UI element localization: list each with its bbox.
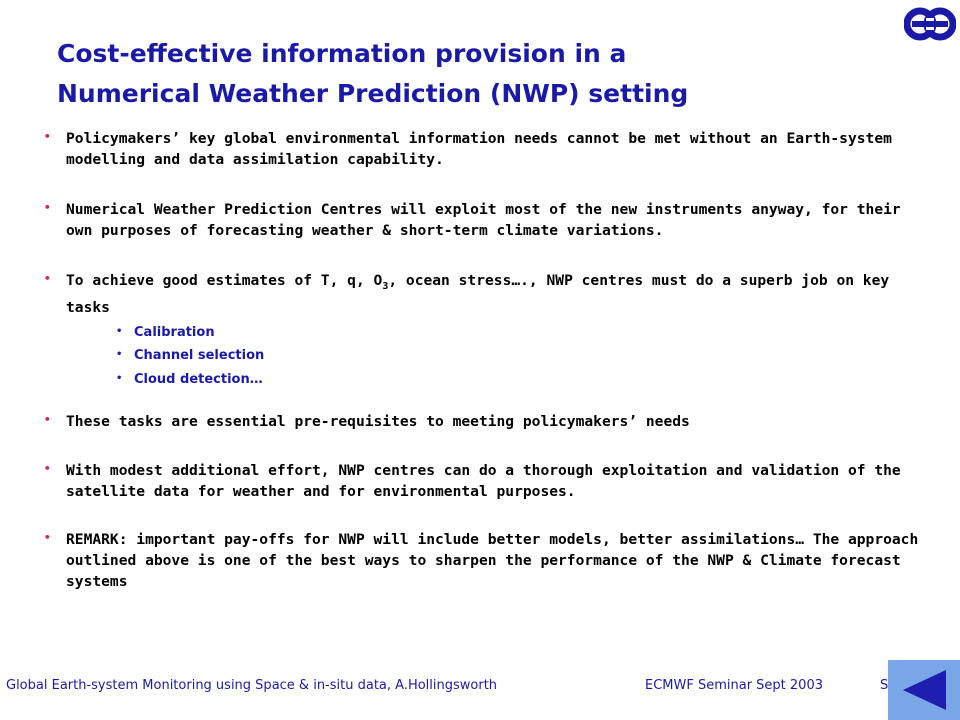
ozone-subscript: 3 (382, 280, 389, 292)
slide-title-line-2: Numerical Weather Prediction (NWP) setting (57, 79, 689, 108)
footer-slide-label: S (880, 678, 889, 693)
footer-seminar: ECMWF Seminar Sept 2003 (645, 678, 823, 693)
bullet-nwp-centres-exploit: • Numerical Weather Prediction Centres will exploit most of the new instruments anyway, for their own purposes of forecasting weather & short-term climate variations. (42, 199, 922, 241)
previous-slide-button[interactable] (888, 660, 960, 720)
key-tasks-list (114, 321, 922, 392)
slide-title-line-1: Cost-effective information provision in a (57, 39, 627, 68)
bullet-good-estimates (42, 270, 922, 391)
bullet-modest-effort: • With modest additional effort, NWP centres can do a thorough exploitation and validation of the satellite data for weather and for environmental purposes. (42, 460, 922, 502)
key-task-calibration: • Calibration (114, 321, 922, 345)
bullet-good-estimates-text-pre: To achieve good estimates of T, q, O (66, 272, 383, 289)
bullet-remark: • REMARK: important pay-offs for NWP will include better models, better assimilations… The approach outlined above is one of the best ways to sharpen the performance of the NWP & Climate forecast systems (42, 529, 922, 592)
bullet-good-estimates-text-post: , ocean stress…., NWP centres must do a superb job on key tasks (66, 272, 890, 316)
bullet-policymakers-needs: • Policymakers’ key global environmental information needs cannot be met without an Earth-system modelling and data assimilation capability. (42, 128, 922, 170)
key-task-cloud-detection: • Cloud detection… (114, 368, 922, 392)
key-task-channel-selection: • Channel selection (114, 344, 922, 368)
bullet-pre-requisites: • These tasks are essential pre-requisites to meeting policymakers’ needs (42, 411, 922, 432)
triangle-left-icon (900, 668, 948, 712)
bullet-list (42, 128, 922, 592)
footer-presentation-info: Global Earth-system Monitoring using Space & in-situ data, A.Hollingsworth (6, 678, 498, 693)
slide-title (57, 34, 897, 114)
ecmwf-logo-icon (904, 4, 956, 44)
